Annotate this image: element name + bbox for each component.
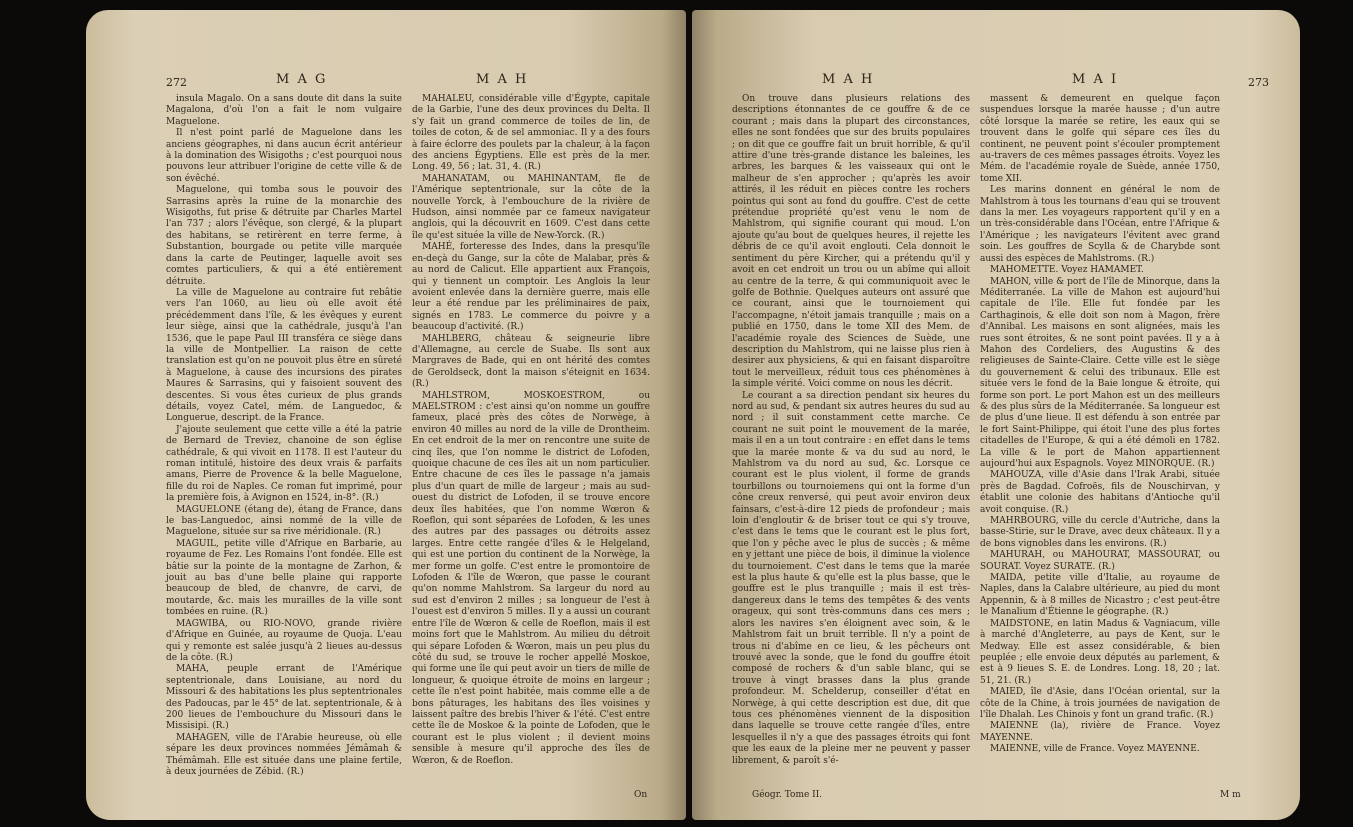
open-book: [86, 10, 1300, 820]
paragraph: MAHANATAM, ou MAHINANTAM, fle de l'Amérique septentrionale, sur la côte de la nouvelle Yorck, à l'embouchure de la rivière de Hudson, ainsi nommée par ce fameux navigateur anglois, qui la découvrit en 1609. C'est dans cette île qu'est située la ville de New-Yorck. (R.): [412, 173, 650, 241]
text-column-1: [166, 94, 402, 778]
text-column-2: [980, 94, 1220, 756]
paragraph: J'ajoute seulement que cette ville a été la patrie de Bernard de Treviez, chanoine de son église cathédrale, & qui vivoit en 1178. Il est l'auteur du roman intitulé, histoire des deux vrais & parfaits amans, Pierre de Provence & la belle Maguelone, fille du roi de Naples. Ce roman fut imprimé, pour la première fois, à Avignon en 1524, in-8°. (R.): [166, 424, 402, 504]
paragraph: MAGUIL, petite ville d'Afrique en Barbarie, au royaume de Fez. Les Romains l'ont fondée. Elle est bâtie sur la pointe de la montagne de Zarhon, & jouit au bas d'une belle plaine qui rapporte beaucoup de bled, de chanvre, de carvi, de moutarde, &c. mais les murailles de la ville sont tombées en ruine. (R.): [166, 538, 402, 618]
paragraph: Le courant a sa direction pendant six heures du nord au sud, & pendant six autres heures du sud au nord ; il suit constamment cette marche. Ce courant ne suit point le mouvement de la marée, mais il en a un tout contraire : en effet dans le tems que la marée monte & va du sud au nord, le Mahlstrom va du nord au sud, &c. Lorsque ce courant est le plus violent, il forme de grands tourbillons ou tournoiemens qui ont la forme d'un cône creux renversé, qui peut avoir environ deux fainsars, c'est-à-dire 12 pieds de profondeur ; mais loin d'engloutir & de briser tout ce qui s'y trouve, c'est dans le tems que le courant est le plus fort, que l'on y pêche avec le plus de succès ; & même en y jettant une pièce de bois, il diminue la violence du tournoiement. C'est dans le tems que la marée est la plus haute & qu'elle est la plus basse, que le gouffre est le plus tranquille ; mais il est très-dangereux dans le tems des tempêtes & des vents orageux, qui sont très-communs dans ces mers ; alors les navires s'en éloignent avec soin, & le Mahlstrom fait un bruit terrible. Il n'y a point de trous ni d'abîme en ce lieu, & les pêcheurs ont trouvé avec la sonde, que le fond du gouffre étoit composé de rochers & d'un sable blanc, qui se trouve à vingt brasses dans la plus grande profondeur. M. Schelderup, conseiller d'état en Norwège, à qui cette description est due, dit que tous ces phénomènes viennent de la disposition dans laquelle se trouve cette rangée d'îles, entre lesquelles il n'y a que des passages étroits qui font que les eaux de la pleine mer ne peuvent y passer librement, & paroît s'é-: [732, 390, 970, 766]
paragraph: MAHOMETTE. Voyez HAMAMET.: [990, 265, 1144, 276]
paragraph: insula Magalo. On a sans doute dit dans la suite Magalona, d'où l'on a fait le nom vulgaire Maguelone.: [166, 94, 402, 127]
running-head-left: M A H: [822, 72, 875, 87]
paragraph: massent & demeurent en quelque façon suspendues lorsque la marée hausse ; d'un autre côté lorsque la marée se retire, les eaux qui se trouvent dans le golfe qui sépare ces îles du continent, ne peuvent point s'écouler promptement au-travers de ces mêmes passages étroits. Voyez les Mém. de l'académie royale de Suède, année 1750, tome XII.: [980, 94, 1220, 184]
paragraph: MAIDSTONE, en latin Madus & Vagniacum, ville à marché d'Angleterre, au pays de Kent, sur le Medway. Elle est assez considérable, & bien peuplée ; elle envoie deux députés au parlement, & est à 9 lieues S. E. de Londres. Long. 18, 20 ; lat. 51, 21. (R.): [980, 618, 1220, 686]
running-head-right: M A H: [476, 72, 529, 87]
paragraph: MAHURAH, ou MAHOURAT, MASSOURAT, ou SOURAT. Voyez SURATE. (R.): [980, 550, 1220, 572]
paragraph: MAGUELONE (étang de), étang de France, dans le bas-Languedoc, ainsi nommé de la ville de Maguelone, située sur sa rive méridionale. (R.): [166, 504, 402, 538]
left-page: [86, 10, 686, 820]
paragraph: MAHA, peuple errant de l'Amérique septentrionale, dans Louisiane, au nord du Missouri & des habitations les plus septentrionales des Padoucas, par le 45° de lat. septentrionale, & à 200 lieues de l'embouchure du Missouri dans le Missisipi. (R.): [166, 664, 402, 732]
text-column-2: [412, 94, 650, 767]
page-number: 273: [1248, 76, 1269, 89]
paragraph: MAIED, île d'Asie, dans l'Océan oriental, sur la côte de la Chine, à trois journées de navigation de l'île Dhalah. Les Chinois y font un grand trafic. (R.): [980, 687, 1220, 720]
paragraph: MAHLBERG, château & seigneurie libre d'Allemagne, au cercle de Suabe. Ils sont aux Margraves de Bade, qui en ont hérité des comtes de Geroldseck, dont la maison s'éteignit en 1634. (R.): [412, 333, 650, 390]
paragraph: MAHAGEN, ville de l'Arabie heureuse, où elle sépare les deux provinces nommées Jémâmah & Thémâmah. Elle est située dans une plaine fertile, à deux journées de Zébid. (R.): [166, 732, 402, 777]
paragraph: On trouve dans plusieurs relations des descriptions étonnantes de ce gouffre & de ce courant ; mais dans la plupart des circonstances, elles ne sont fondées que sur des bruits populaires ; on dit que ce gouffre fait un bruit horrible, & qu'il attire d'une très-grande distance les baleines, les arbres, les barques & les vaisseaux qui ont le malheur de s'en approcher ; qu'après les avoir attirés, il les réduit en pièces contre les rochers pointus qui sont au fond du gouffre. C'est de cette prétendue propriété qu'est venu le nom de Mahlstrom, qui signifie courant qui moud. L'on ajoute qu'au bout de quelques heures, il rejette les débris de ce qu'il avoit englouti. Cela donnoit le sentiment du père Kircher, qui a prétendu qu'il y avoit en cet endroit un trou ou un abîme qui alloit au centre de la terre, & qui communiquoit avec le golfe de Bothnie. Quelques auteurs ont assuré que ce courant, ainsi que le tournoiement qui l'accompagne, n'étoit jamais tranquille ; mais on a publié en 1750, dans le tome XII des Mem. de l'académie royale des Sciences de Suède, une description du Mahlstrom, qui ne laisse plus rien à desirer aux physiciens, & qui en faisant disparoître tout le merveilleux, réduit tous ces phénomènes à la simple vérité. Voici comme on nous les décrit.: [732, 94, 970, 390]
paragraph: Les marins donnent en général le nom de Mahlstrom à tous les tournans d'eau qui se trouvent dans la mer. Les voyageurs rapportent qu'il y en a un très-considérable dans l'Océan, entre l'Afrique & l'Amérique ; les navigateurs l'évitent avec grand soin. Les gouffres de Scylla & de Charybde sont aussi des espèces de Mahlstroms. (R.): [980, 185, 1220, 264]
catchword: On: [634, 790, 648, 800]
signature-mark: Géogr. Tome II.: [752, 790, 823, 800]
paragraph: MAIENNE (la), rivière de France. Voyez MAYENNE.: [980, 721, 1220, 743]
paragraph: MAHRBOURG, ville du cercle d'Autriche, dans la basse-Stirie, sur le Drave, avec deux châteaux. Il y a de bons vignobles dans les environs. (R.): [980, 516, 1220, 549]
running-head-right: M A I: [1072, 72, 1119, 87]
paragraph: La ville de Maguelone au contraire fut rebâtie vers l'an 1060, au lieu où elle avoit été précédemment dans l'île, & les évêques y eurent leur siège, ainsi que la cathédrale, jusqu'à l'an 1536, que le pape Paul III transféra ce siège dans la ville de Montpellier. La raison de cette translation est qu'on ne pouvoit plus être en sûreté à Maguelone, à cause des incursions des pirates Maures & Sarrasins, qui y faisoient souvent des descentes. Si vous êtes curieux de plus grands détails, voyez Catel, mém. de Languedoc, & Longuerue, descript. de la France.: [166, 287, 402, 424]
paragraph: MAHOUZA, ville d'Asie dans l'Irak Arabi, située près de Bagdad. Cofroës, fils de Nouschirvan, y établit une colonie des habitans d'Antioche qu'il avoit conquise. (R.): [980, 470, 1220, 515]
paragraph: MAIDA, petite ville d'Italie, au royaume de Naples, dans la Calabre ultérieure, au pied du mont Appennin, & à 8 milles de Nicastro ; c'est peut-être le Manalium d'Étienne le géographe. (R.): [980, 573, 1220, 618]
paragraph: Maguelone, qui tomba sous le pouvoir des Sarrasins après la ruine de la monarchie des Wisigoths, fut prise & détruite par Charles Martel l'an 737 ; alors l'évêque, son clergé, & la plupart des habitans, se retirèrent en terre ferme, à Substantion, bourgade ou petite ville marquée dans la carte de Peutinger, laquelle avoit ses comtes particuliers, & qui a été entièrement détruite.: [166, 185, 402, 287]
paragraph: Il n'est point parlé de Maguelone dans les anciens géographes, ni dans aucun écrit antérieur à la domination des Wisigoths ; c'est pourquoi nous pouvons leur attribuer l'origine de cette ville & de son évêché.: [166, 128, 402, 184]
text-column-1: [732, 94, 970, 767]
catchword: M m: [1220, 790, 1241, 800]
paragraph: MAGWIBA, ou RIO-NOVO, grande rivière d'Afrique en Guinée, au royaume de Quoja. L'eau qui y remonte est salée jusqu'à 2 lieues au-dessus de la côte. (R.): [166, 618, 402, 663]
paragraph: MAIENNE, ville de France. Voyez MAYENNE.: [990, 744, 1200, 755]
paragraph: MAHALEU, considérable ville d'Égypte, capitale de la Garbie, l'une des deux provinces du Delta. Il s'y fait un grand commerce de toiles de lin, de toiles de coton, & de sel ammoniac. Il y a des fours à faire éclorre des poulets par la chaleur, à la façon des anciens Égyptiens. Elle est près de la mer. Long. 49, 56 ; lat. 31, 4. (R.): [412, 94, 650, 173]
page-number: 272: [166, 76, 187, 89]
right-page: [692, 10, 1300, 820]
paragraph: MAHLSTROM, MOSKOESTROM, ou MAELSTROM : c'est ainsi qu'on nomme un gouffre fameux, placé près des côtes de Norwège, à environ 40 milles au nord de la ville de Drontheim. En cet endroit de la mer on rencontre une suite de cinq îles, que l'on nomme le district de Lofoden, quoique chacune de ces îles ait un nom particulier. Entre chacune de ces îles le passage n'a jamais plus d'un quart de mille de largeur ; mais au sud-ouest du district de Lofoden, il se trouve encore deux îles habitées, que l'on nomme Wœron & Roeflon, qui sont séparées de Lofoden, & les unes des autres par des passages ou détroits assez larges. Entre cette rangée d'îles & le Helgeland, qui est une portion du continent de la Norwège, la mer forme un golfe. C'est entre le promontoire de Lofoden & l'île de Wœron, que passe le courant qu'on nomme Mahlstrom. Sa largeur du nord au sud est d'environ 2 milles ; sa longueur de l'est à l'ouest est d'environ 5 milles. Il y a aussi un courant entre l'île de Wœron & celle de Roeflon, mais il est moins fort que le Mahlstrom. Au milieu du détroit qui sépare Lofoden & Wœron, mais un peu plus du côté du sud, se trouve le rocher appellé Moskoe, qui forme une île qui peut avoir un tiers de mille de longueur, & quoique étroite de moins en largeur ; cette île n'est point habitée, mais comme elle a de bons pâturages, les habitans des îles voisines y laissent paître des brebis l'hiver & l'été. C'est entre cette île de Moskoe & la pointe de Lofoden, que le courant est le plus violent ; il devient moins sensible à mesure qu'il approche des îles de Wœron, & de Roeflon.: [412, 390, 650, 766]
paragraph: MAHON, ville & port de l'île de Minorque, dans la Méditerranée. La ville de Mahon est aujourd'hui capitale de l'île. Elle fut fondée par les Carthaginois, & elle doit son nom à Magon, frère d'Annibal. Les maisons en sont alignées, mais les rues sont étroites, & ne sont point pavées. Il y a à Mahon des Cordeliers, des Augustins & des religieuses de Sainte-Claire. Cette ville est le siège du gouvernement & celui des tribunaux. Elle est située vers le fond de la Baie longue & étroite, qui forme son port. Le port Mahon est un des meilleurs & des plus sûrs de la Méditerranée. Sa longueur est de plus d'une lieue. Il est défendu à son entrée par le fort Saint-Philippe, qui étoit l'une des plus fortes citadelles de l'Europe, & qui a été démoli en 1782. La ville & le port de Mahon appartiennent aujourd'hui aux Espagnols. Voyez MINORQUE. (R.): [980, 276, 1220, 469]
running-head-left: M A G: [276, 72, 328, 87]
paragraph: MAHÉ, forteresse des Indes, dans la presqu'île en-deçà du Gange, sur la côte de Malabar, près & au nord de Calicut. Elle appartient aux François, qui y tiennent un comptoir. Les Anglois la leur avoient enlevée dans la dernière guerre, mais elle leur a été rendue par les préliminaires de paix, signés en 1783. Le commerce du poivre y a beaucoup d'activité. (R.): [412, 242, 650, 333]
